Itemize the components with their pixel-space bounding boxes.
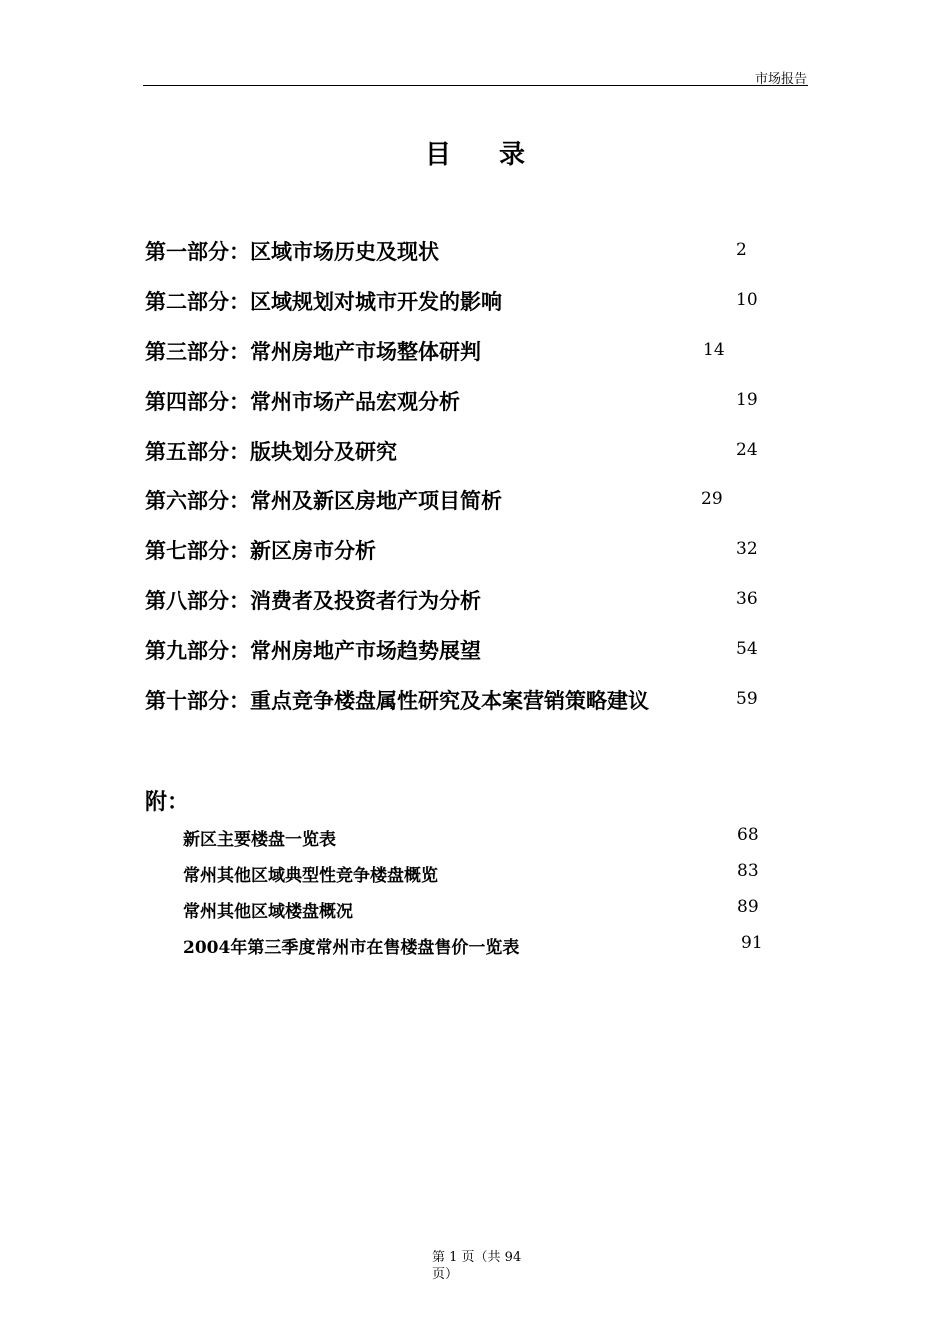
page-footer: [432, 1249, 542, 1283]
footer-line-1: 第 1 页（共 94: [432, 1250, 522, 1265]
toc-entry-label: 第五部分：版块划分及研究: [145, 439, 397, 464]
appendix-title: 附：: [145, 789, 190, 815]
appendix-entry-page: 89: [737, 897, 759, 917]
toc-entry[interactable]: [145, 585, 785, 615]
page-title: 目录: [424, 140, 573, 170]
appendix-entry-label: 常州其他区域典型性竞争楼盘概览: [183, 866, 438, 886]
toc-entry[interactable]: [145, 436, 785, 466]
toc-entry-page: 24: [736, 440, 758, 460]
toc-entry-label: 第六部分：常州及新区房地产项目简析: [145, 488, 502, 513]
toc-entry-page: 59: [736, 689, 758, 709]
toc-entry-page: 32: [736, 539, 758, 559]
appendix-entry-page: 68: [737, 825, 759, 845]
footer-line-2: 页）: [432, 1267, 459, 1282]
header-label: 市场报告: [754, 72, 807, 87]
toc-entry-page: 14: [703, 340, 725, 360]
toc-entry-page: 29: [701, 489, 723, 509]
appendix-entry[interactable]: [183, 861, 783, 885]
toc-entry-label: 第七部分：新区房市分析: [145, 538, 376, 563]
toc-entry[interactable]: [145, 685, 785, 715]
toc-entry-label: 第八部分：消费者及投资者行为分析: [145, 588, 481, 613]
toc-entry-label: 第四部分：常州市场产品宏观分析: [145, 389, 460, 414]
toc-entry[interactable]: [145, 336, 785, 366]
appendix-entry-page: 91: [741, 933, 763, 953]
appendix-entry[interactable]: [183, 897, 783, 921]
toc-entry-page: 10: [736, 290, 758, 310]
appendix-entry[interactable]: [183, 825, 783, 849]
toc-entry-page: 2: [736, 240, 747, 260]
toc-entry[interactable]: [145, 635, 785, 665]
toc-entry-page: 19: [736, 390, 758, 410]
toc-entry[interactable]: [145, 485, 785, 515]
toc-entry-label: 第一部分：区域市场历史及现状: [145, 239, 439, 264]
toc-entry[interactable]: [145, 286, 785, 316]
appendix-entry-page: 83: [737, 861, 759, 881]
appendix-entry[interactable]: [183, 933, 783, 957]
toc-entry-label: 第二部分：区域规划对城市开发的影响: [145, 289, 502, 314]
toc-entry-label: 第九部分：常州房地产市场趋势展望: [145, 638, 481, 663]
appendix-entry-label: 常州其他区域楼盘概况: [183, 902, 353, 922]
header-rule: [143, 85, 808, 86]
toc-entry-page: 36: [736, 589, 758, 609]
toc-entry-label: 第十部分：重点竞争楼盘属性研究及本案营销策略建议: [145, 688, 649, 713]
toc-entry[interactable]: [145, 236, 785, 266]
toc-entry-label: 第三部分：常州房地产市场整体研判: [145, 339, 481, 364]
appendix-entry-label: 2004年第三季度常州市在售楼盘售价一览表: [183, 938, 520, 958]
toc-entry[interactable]: [145, 535, 785, 565]
toc-entry[interactable]: [145, 386, 785, 416]
appendix-entry-label: 新区主要楼盘一览表: [183, 830, 336, 850]
toc-entry-page: 54: [736, 639, 758, 659]
